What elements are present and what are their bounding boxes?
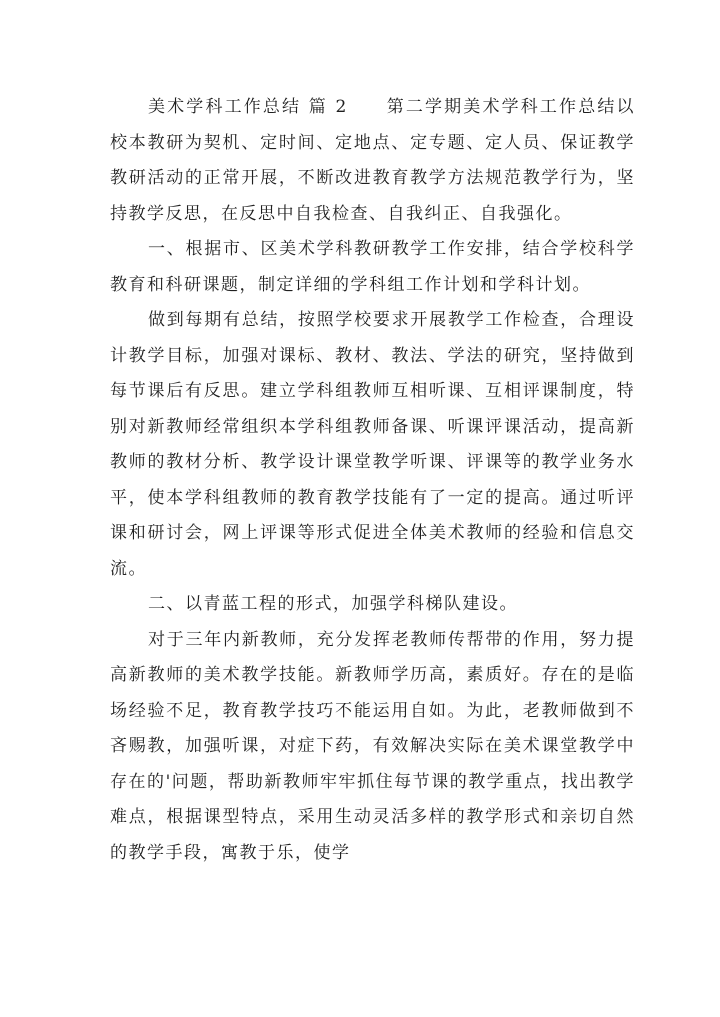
paragraph-section-one-detail: 做到每期有总结，按照学校要求开展教学工作检查，合理设计教学目标，加强对课标、教材、教法、学法的研究，坚持做到每节课后有反思。建立学科组教师互相听课、互相评课制度，特别对新教师经常组织本学科组教师备课、听课评课活动，提高新教师的教材分析、教学设计课堂教学听课、评课等的教学业务水平，使本学科组教师的教育教学技能有了一定的提高。通过听评课和研讨会，网上评课等形式促进全体美术教师的经验和信息交流。 <box>110 310 635 579</box>
paragraph-section-one: 一、根据市、区美术学科教研教学工作安排，结合学校科学教育和科研课题，制定详细的学科组工作计划和学科计划。 <box>110 239 635 295</box>
paragraph-intro: 美术学科工作总结 篇 2 第二学期美术学科工作总结以校本教研为契机、定时间、定地点、定专题、定人员、保证教学教研活动的正常开展，不断改进教育教学方法规范教学行为，坚持教学反思，在反思中自我检查、自我纠正、自我强化。 <box>110 97 635 224</box>
paragraph-section-two: 二、以青蓝工程的形式，加强学科梯队建设。 <box>148 594 518 614</box>
paragraph-section-two-detail: 对于三年内新教师，充分发挥老教师传帮带的作用，努力提高新教师的美术教学技能。新教师学历高，素质好。存在的是临场经验不足，教育教学技巧不能运用自如。为此，老教师做到不吝赐教，加强听课，对症下药，有效解决实际在美术课堂教学中存在的'问题，帮助新教师牢牢抓住每节课的教学重点，找出教学难点，根据课型特点，采用生动灵活多样的教学形式和亲切自然的教学手段，寓教于乐，使学 <box>110 629 635 863</box>
document-body <box>110 90 635 871</box>
